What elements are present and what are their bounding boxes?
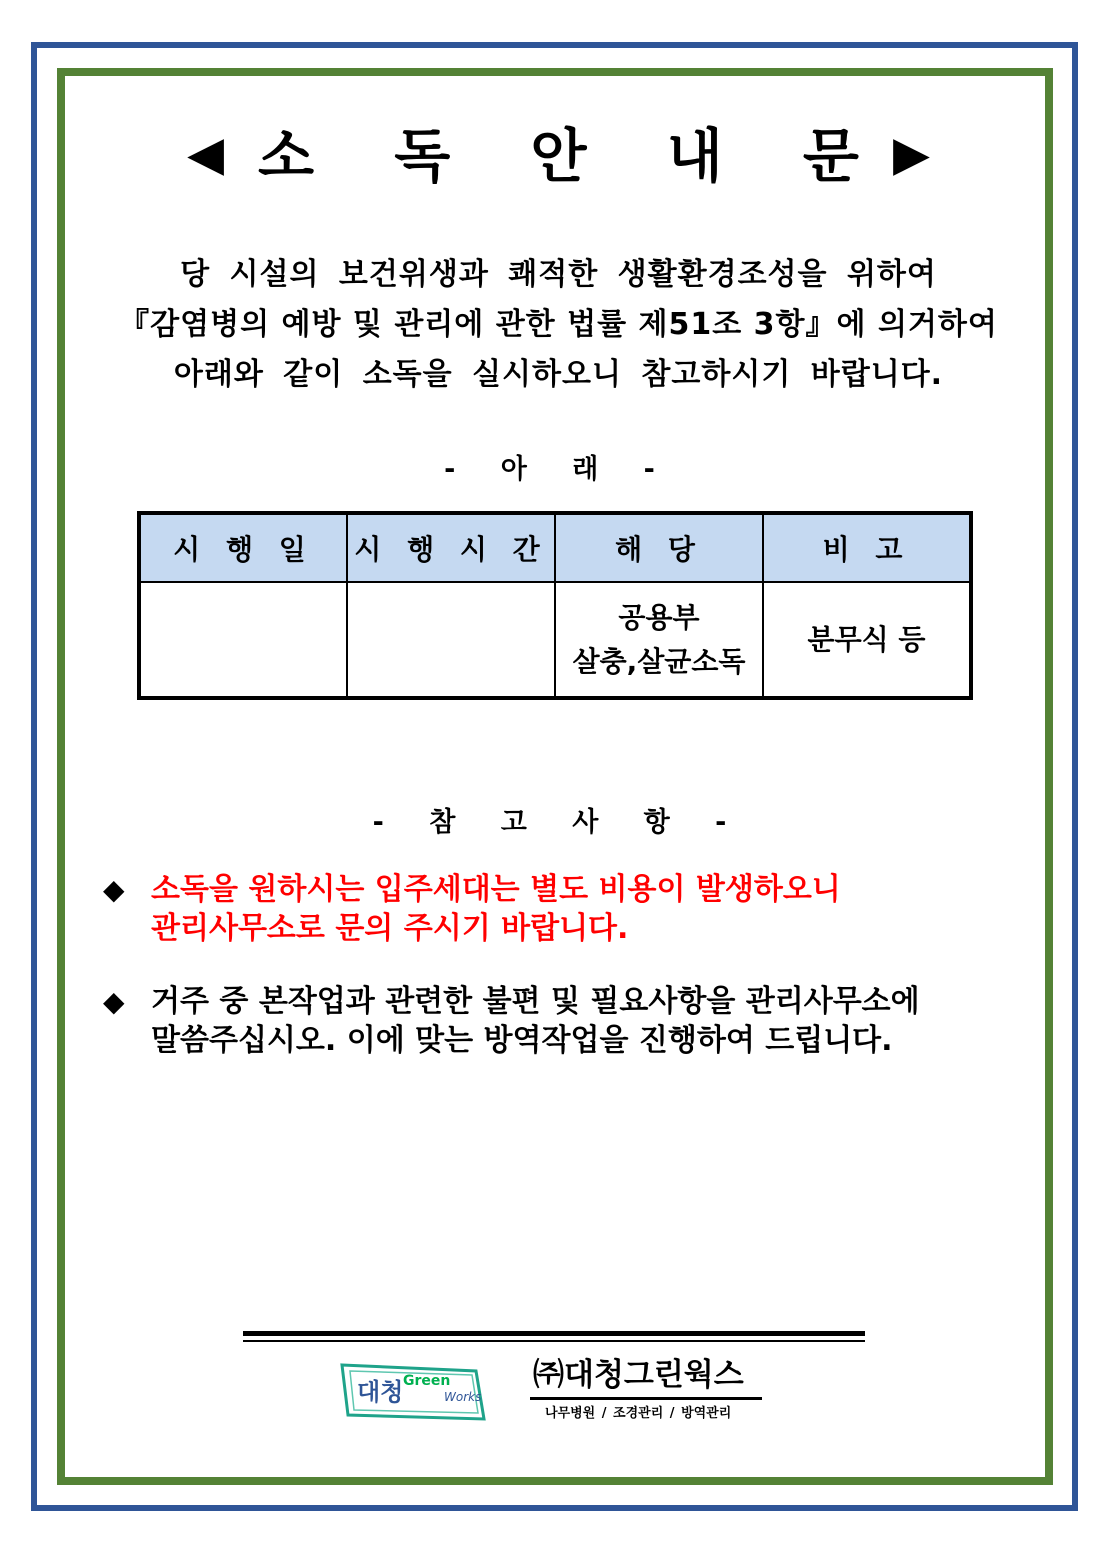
cell-remark: 분무식 등 — [763, 582, 971, 698]
cell-target-line-1: 공용부 — [618, 600, 700, 634]
logo-green-text: Green — [403, 1373, 451, 1389]
intro-line-1: 당 시설의 보건위생과 쾌적한 생활환경조성을 위하여 — [180, 257, 937, 292]
footer-rule-thick — [243, 1331, 865, 1336]
below-heading: - 아 래 - — [444, 454, 673, 485]
intro-paragraph — [0, 250, 1117, 400]
schedule-table — [137, 511, 973, 700]
company-underline — [530, 1397, 762, 1400]
header-remark: 비 고 — [763, 513, 971, 582]
header-target: 해 당 — [555, 513, 763, 582]
diamond-bullet-icon: ◆ — [103, 873, 125, 906]
header-time: 시 행 시 간 — [347, 513, 555, 582]
note-2-text — [151, 982, 1031, 1060]
left-triangle-icon: ◀ — [187, 126, 225, 182]
note-2-line-1: 거주 중 본작업과 관련한 불편 및 필요사항을 관리사무소에 — [151, 984, 920, 1019]
cell-target-line-2: 살충,살균소독 — [572, 644, 746, 678]
diamond-bullet-icon: ◆ — [103, 985, 125, 1018]
intro-line-3: 아래와 같이 소독을 실시하오니 참고하시기 바랍니다. — [173, 357, 944, 392]
notes-heading: - 참 고 사 항 - — [372, 807, 745, 838]
note-1-line-1: 소독을 원하시는 입주세대는 별도 비용이 발생하오니 — [151, 872, 841, 907]
page-title — [0, 118, 1117, 192]
header-date: 시 행 일 — [139, 513, 347, 582]
company-services: 나무병원 / 조경관리 / 방역관리 — [545, 1406, 732, 1421]
title-text: 소 독 안 내 문 — [258, 122, 889, 190]
note-1-text — [151, 870, 1031, 948]
note-1-line-2: 관리사무소로 문의 주시기 바랍니다. — [151, 911, 629, 946]
note-2-line-2: 말씀주십시오. 이에 맞는 방역작업을 진행하여 드립니다. — [151, 1023, 893, 1058]
logo-korean-text: 대청 — [357, 1378, 404, 1406]
company-name: ㈜대청그린웍스 — [533, 1357, 744, 1393]
intro-line-2: 『감염병의 예방 및 관리에 관한 법률 제51조 3항』에 의거하여 — [119, 307, 998, 342]
table-row — [139, 582, 971, 698]
cell-date — [139, 582, 347, 698]
cell-time — [347, 582, 555, 698]
right-triangle-icon: ▶ — [892, 126, 930, 182]
cell-target — [555, 582, 763, 698]
table-header-row — [139, 513, 971, 582]
footer-rule-thin — [243, 1340, 865, 1342]
logo-works-text: Works — [444, 1390, 482, 1404]
